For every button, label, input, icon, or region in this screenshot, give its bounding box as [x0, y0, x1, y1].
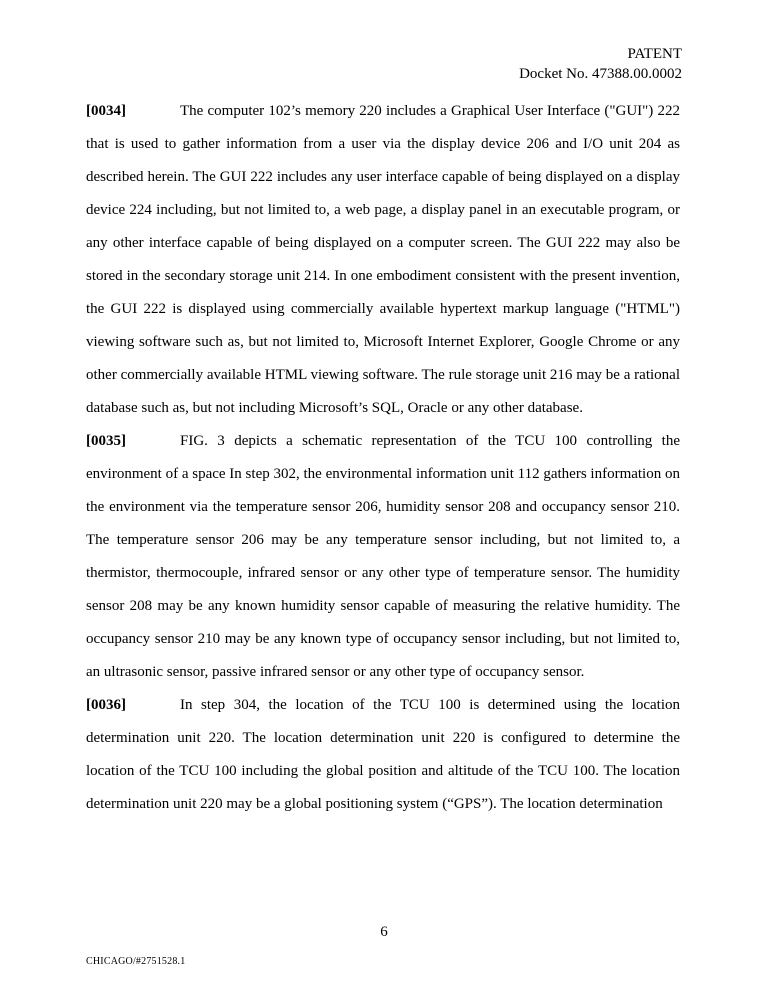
paragraph-0036 [86, 689, 680, 821]
paragraph-0034 [86, 95, 680, 425]
paragraph-number: [0036] [86, 697, 126, 713]
document-body [86, 95, 680, 821]
page-number: 6 [380, 924, 388, 940]
paragraph-number: [0034] [86, 103, 126, 119]
paragraph-text: In step 304, the location of the TCU 100 is determined using the location determination unit 220. The location determination unit 220 is configured to determine the location of the TCU 100 including the global position and altitude of the TCU 100. The location determination unit 220 may be a global positioning system (“GPS”). The location determination [86, 697, 680, 812]
paragraph-text: The computer 102’s memory 220 includes a Graphical User Interface ("GUI") 222 that is used to gather information from a user via the display device 206 and I/O unit 204 as described herein. The GUI 222 includes any user interface capable of being displayed on a display device 224 including, but not limited to, a web page, a display panel in an executable program, or any other interface capable of being displayed on a computer screen. The GUI 222 may also be stored in the secondary storage unit 214. In one embodiment consistent with the present invention, the GUI 222 is displayed using commercially available hypertext markup language ("HTML") viewing software such as, but not limited to, Microsoft Internet Explorer, Google Chrome or any other commercially available HTML viewing software. The rule storage unit 216 may be a rational database such as, but not including Microsoft’s SQL, Oracle or any other database. [86, 103, 680, 416]
paragraph-number: [0035] [86, 433, 126, 449]
docket-number: Docket No. 47388.00.0002 [519, 66, 682, 82]
paragraph-0035 [86, 425, 680, 689]
paragraph-text: FIG. 3 depicts a schematic representation of the TCU 100 controlling the environment of a space In step 302, the environmental information unit 112 gathers information on the environment via the temperature sensor 206, humidity sensor 208 and occupancy sensor 210. The temperature sensor 206 may be any temperature sensor including, but not limited to, a thermistor, thermocouple, infrared sensor or any other type of temperature sensor. The humidity sensor 208 may be any known humidity sensor capable of measuring the relative humidity. The occupancy sensor 210 may be any known type of occupancy sensor including, but not limited to, an ultrasonic sensor, passive infrared sensor or any other type of occupancy sensor. [86, 433, 680, 680]
footer-document-id: CHICAGO/#2751528.1 [86, 956, 186, 967]
patent-label: PATENT [627, 46, 682, 62]
document-header [519, 44, 682, 84]
